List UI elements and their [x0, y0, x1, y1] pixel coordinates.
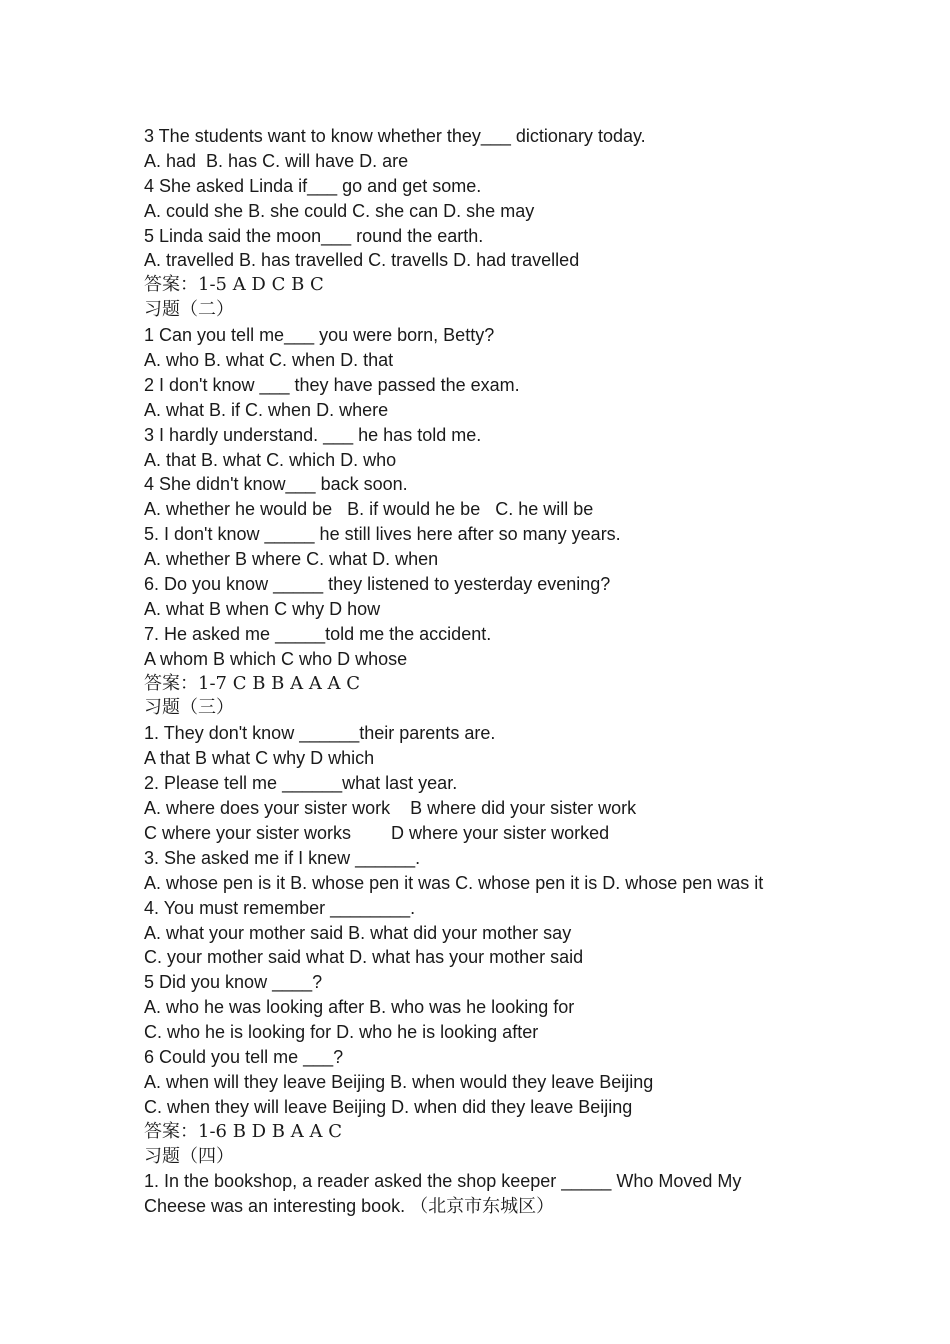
- text-line: A. could she B. she could C. she can D. she may: [144, 200, 535, 221]
- text-line: Cheese was an interesting book. （北京市东城区）: [144, 1196, 555, 1217]
- answer-line: 答案：1-5 A D C B C: [144, 274, 324, 296]
- text-line: 1. They don't know ______their parents are.: [144, 723, 496, 744]
- answer-line: 答案：1-7 C B B A A A C: [144, 672, 361, 694]
- text-line: A. who he was looking after B. who was he looking for: [144, 997, 575, 1018]
- text-line: A. whose pen is it B. whose pen it was C. whose pen it is D. whose pen was it: [144, 872, 764, 893]
- section-heading: 习题（二）: [144, 299, 234, 321]
- text-line: 2 I don't know ___ they have passed the exam.: [144, 374, 520, 395]
- text-line: 3 The students want to know whether they___ dictionary today.: [144, 126, 646, 146]
- text-line: 4 She didn't know___ back soon.: [144, 474, 408, 495]
- text-line: 4 She asked Linda if___ go and get some.: [144, 175, 482, 196]
- text-line: 5. I don't know _____ he still lives here after so many years.: [144, 524, 621, 545]
- text-line: A. had B. has C. will have D. are: [144, 150, 409, 171]
- text-line: A. who B. what C. when D. that: [144, 350, 394, 371]
- text-line: 3. She asked me if I knew ______.: [144, 847, 421, 868]
- text-line: C. when they will leave Beijing D. when did they leave Beijing: [144, 1096, 633, 1117]
- text-line: A. travelled B. has travelled C. travells D. had travelled: [144, 250, 580, 271]
- text-line: A. whether B where C. what D. when: [144, 549, 439, 570]
- text-line: A that B what C why D which: [144, 748, 375, 769]
- text-line: 7. He asked me _____told me the accident.: [144, 623, 492, 644]
- text-line: 1 Can you tell me___ you were born, Betty?: [144, 325, 495, 346]
- section-heading: 习题（四）: [144, 1145, 234, 1167]
- text-line: 6. Do you know _____ they listened to yesterday evening?: [144, 574, 611, 595]
- text-line: A. when will they leave Beijing B. when would they leave Beijing: [144, 1071, 654, 1092]
- answer-line: 答案：1-6 B D B A A C: [144, 1120, 342, 1142]
- text-line: A. what B when C why D how: [144, 598, 381, 619]
- text-line: 6 Could you tell me ___?: [144, 1046, 344, 1067]
- text-line: C. who he is looking for D. who he is looking after: [144, 1022, 539, 1043]
- text-line: 1. In the bookshop, a reader asked the shop keeper _____ Who Moved My: [144, 1171, 742, 1192]
- text-line: 4. You must remember ________.: [144, 897, 416, 918]
- text-line: A. that B. what C. which D. who: [144, 449, 397, 470]
- text-line: C. your mother said what D. what has your mother said: [144, 947, 584, 968]
- text-line: A. where does your sister work B where did your sister work: [144, 798, 637, 819]
- document-body: [144, 124, 844, 1219]
- text-line: A. what your mother said B. what did your mother say: [144, 922, 572, 943]
- text-line: 5 Linda said the moon___ round the earth.: [144, 225, 484, 246]
- text-line: 3 I hardly understand. ___ he has told me.: [144, 424, 482, 445]
- text-line: A whom B which C who D whose: [144, 648, 408, 669]
- text-line: 5 Did you know ____?: [144, 972, 323, 993]
- section-heading: 习题（三）: [144, 697, 234, 719]
- text-line: A. whether he would be B. if would he be C. he will be: [144, 499, 594, 520]
- text-line: A. what B. if C. when D. where: [144, 399, 389, 420]
- text-line: C where your sister works D where your sister worked: [144, 822, 610, 843]
- text-line: 2. Please tell me ______what last year.: [144, 773, 458, 794]
